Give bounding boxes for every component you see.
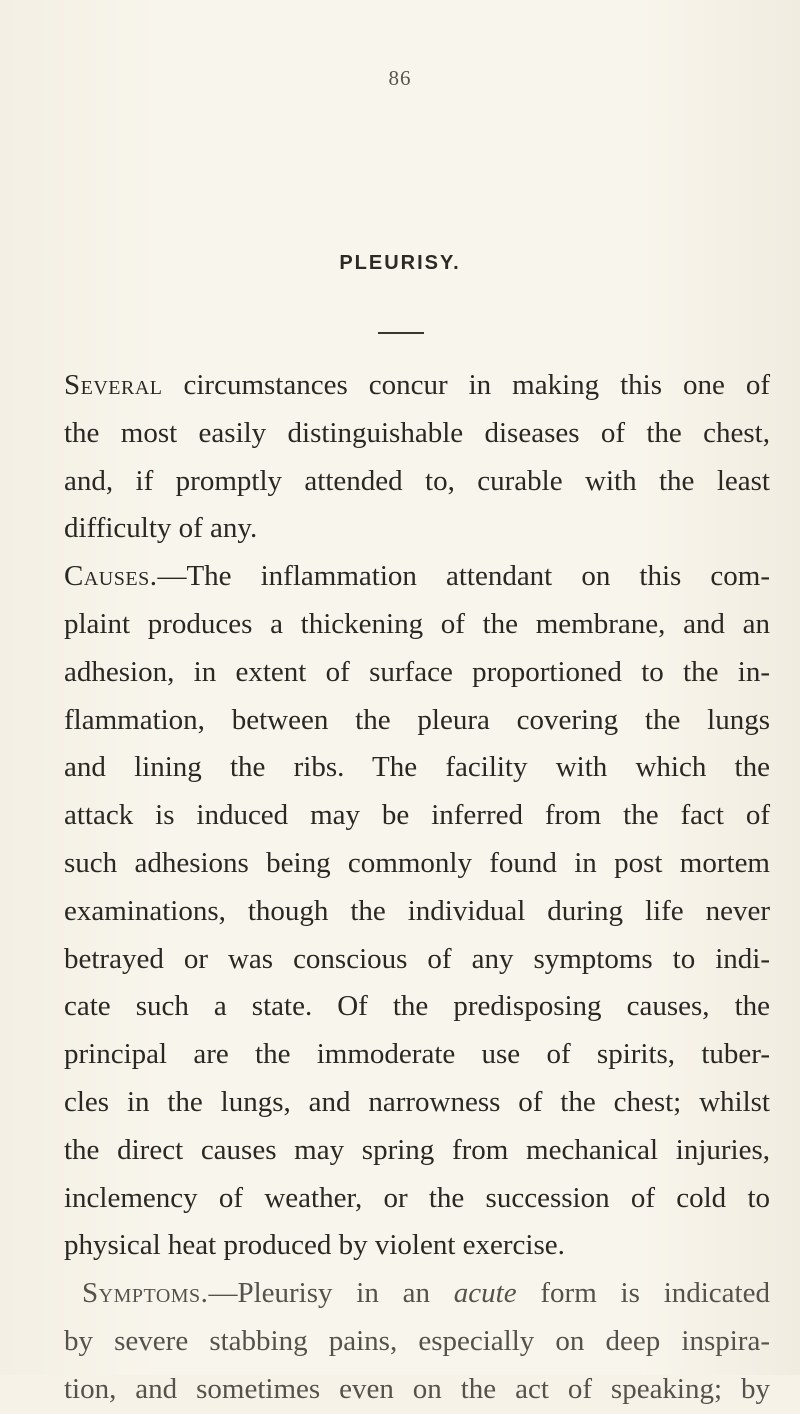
- text-line: the most easily distinguishable diseases of the chest,: [64, 416, 770, 449]
- text-line: [64, 553, 770, 601]
- text-line: and lining the ribs. The facility with which the: [64, 751, 770, 784]
- text-fragment: circumstances concur in making this one of: [162, 369, 770, 401]
- text-line: adhesion, in extent of surface proportioned to the in-: [64, 655, 770, 688]
- text-line: betrayed or was conscious of any symptoms to indi-: [64, 942, 770, 975]
- text-line: attack is induced may be inferred from the fact of: [64, 799, 770, 832]
- title-divider-rule: [378, 332, 424, 334]
- section-title: PLEURISY.: [339, 252, 461, 274]
- text-line: physical heat produced by violent exercise.: [64, 1229, 565, 1262]
- text-line: cate such a state. Of the predisposing causes, the: [64, 990, 770, 1023]
- body-text: [64, 362, 770, 1414]
- section-heading-causes: Causes.: [64, 560, 158, 593]
- text-fragment: —The inflammation attendant on this com-: [157, 560, 770, 593]
- text-line: flammation, between the pleura covering the lungs: [64, 703, 770, 736]
- paragraph-lead-word: Several: [64, 369, 163, 401]
- text-fragment: form is indicated: [516, 1277, 770, 1310]
- text-line: the direct causes may spring from mechanical injuries,: [64, 1133, 770, 1166]
- italic-term: acute: [453, 1277, 517, 1310]
- text-line: inclemency of weather, or the succession of cold to: [64, 1181, 770, 1214]
- text-line: difficulty of any.: [64, 512, 258, 545]
- section-heading-symptoms: Symptoms.: [82, 1277, 209, 1310]
- text-line: such adhesions being commonly found in post mortem: [64, 846, 770, 879]
- text-line: examinations, though the individual during life never: [64, 894, 770, 927]
- text-line: principal are the immoderate use of spirits, tuber-: [64, 1038, 770, 1071]
- text-fragment: —Pleurisy in an: [208, 1277, 454, 1310]
- text-line: cles in the lungs, and narrowness of the chest; whilst: [64, 1085, 770, 1118]
- text-line: by severe stabbing pains, especially on deep inspira-: [64, 1324, 770, 1357]
- text-line: plaint produces a thickening of the membrane, and an: [64, 607, 770, 640]
- text-line: [64, 362, 770, 410]
- text-line: tion, and sometimes even on the act of speaking; by: [64, 1372, 770, 1405]
- text-line: and, if promptly attended to, curable with the least: [64, 464, 770, 497]
- page-number: 86: [388, 66, 412, 90]
- text-line: [64, 1270, 770, 1318]
